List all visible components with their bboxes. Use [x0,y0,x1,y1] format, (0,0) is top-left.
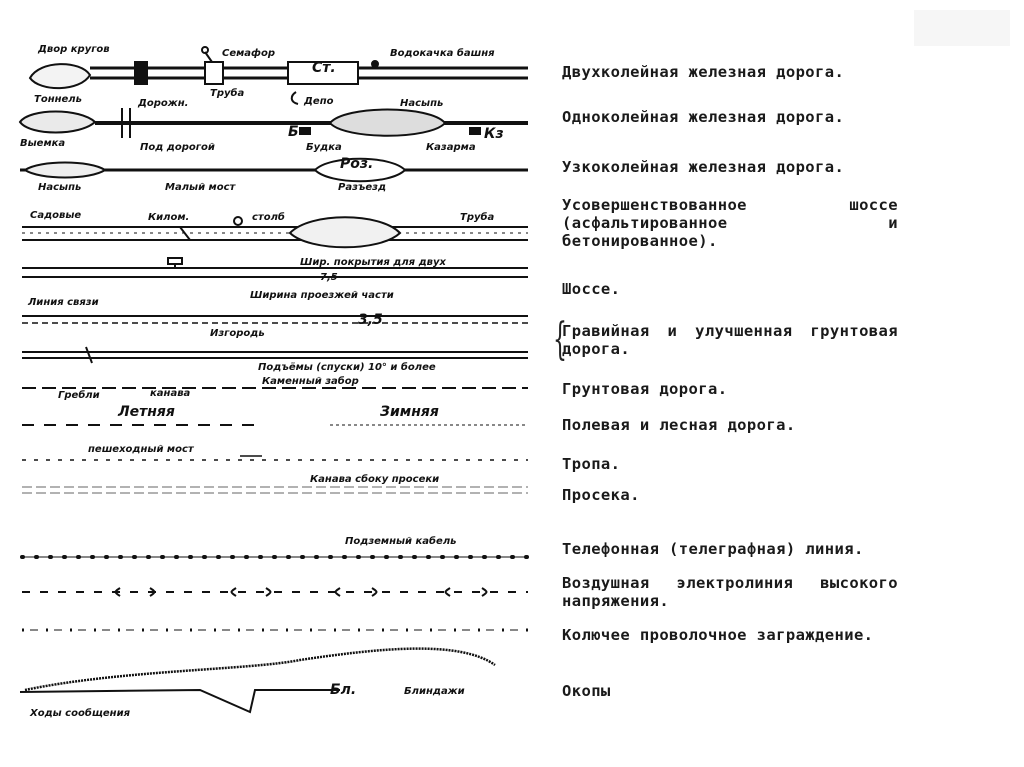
label-shirina-proezd: Ширина проезжей части [250,290,394,301]
label-b: Б [288,124,299,140]
label-nasyp: Насыпь [400,98,444,109]
label-vodokach: Водокачка башня [390,48,495,59]
label-nasyp2: Насыпь [38,182,82,193]
label-podzemny: Подземный кабель [345,536,457,547]
label-letnyaya: Летняя [118,404,175,420]
brace-symbol: { [553,314,567,365]
label-truba2: Труба [460,212,495,223]
label-izgorod: Изгородь [210,328,265,339]
caption-trenches: Окопы [562,682,611,700]
caption-clearing: Просека. [562,486,640,504]
label-bl: Бл. [330,682,357,698]
label-truba: Труба [210,88,245,99]
label-kanava: канава [150,388,191,399]
caption-power-line: Воздушная электролиния высокого напряжения. [562,574,898,610]
label-st: Ст. [312,60,336,76]
caption-barbed-wire: Колючее проволочное заграждение. [562,626,874,644]
caption-gravel-road: Гравийная и улучшенная грунтовая дорога. [562,322,898,358]
label-shirina-pokr: Шир. покрытия для двух [300,257,446,268]
label-dvor-kruga: Двор кругов [38,44,110,55]
label-blindazh: Блиндажи [404,686,465,697]
label-num35: 3,5 [358,312,383,328]
caption-field-road: Полевая и лесная дорога. [562,416,796,434]
label-khody: Ходы сообщения [30,708,131,719]
label-budka: Будка [306,142,342,153]
label-kazarma: Казарма [426,142,476,153]
caption-dirt-road: Грунтовая дорога. [562,380,728,398]
label-depo: Депо [304,96,334,107]
label-vyemka: Выемка [20,138,66,149]
label-roz: Роз. [340,156,374,172]
label-peshekhodn: пешеходный мост [88,444,194,455]
label-semafor: Семафор [222,48,275,59]
caption-path: Тропа. [562,455,621,473]
label-kilom: Килом. [148,212,190,223]
label-kamen-zabor: Каменный забор [262,376,359,387]
label-most: Малый мост [165,182,236,193]
label-raz: Разъезд [338,182,387,193]
label-tonnel: Тоннель [34,94,82,105]
caption-highway: Шоссе. [562,280,621,298]
label-sadovoe: Садовые [30,210,82,221]
label-grebli: Гребли [58,390,100,401]
label-podyomy: Подъёмы (спуски) 10° и более [258,362,436,373]
label-zimnyaya: Зимняя [380,404,439,420]
label-liniya-svyazi: Линия связи [28,297,99,308]
caption-telephone-line: Телефонная (телеграфная) линия. [562,540,864,558]
label-kanava2: Канава сбоку просеки [310,474,440,485]
label-kz: Кз [484,126,504,142]
caption-narrow-gauge: Узкоколейная железная дорога. [562,158,845,176]
label-dist: 7,5 [320,272,338,283]
caption-single-track: Одноколейная железная дорога. [562,108,845,126]
caption-improved-highway: Усовершенствованное шоссе (асфальтированное и бетонированное). [562,196,898,250]
label-stolb: столб [252,212,285,223]
label-dorozhnik: Дорожн. [138,98,189,109]
corner-placeholder [914,10,1010,46]
label-pod-dorogoy: Под дорогой [140,142,215,153]
caption-double-track: Двухколейная железная дорога. [562,63,845,81]
